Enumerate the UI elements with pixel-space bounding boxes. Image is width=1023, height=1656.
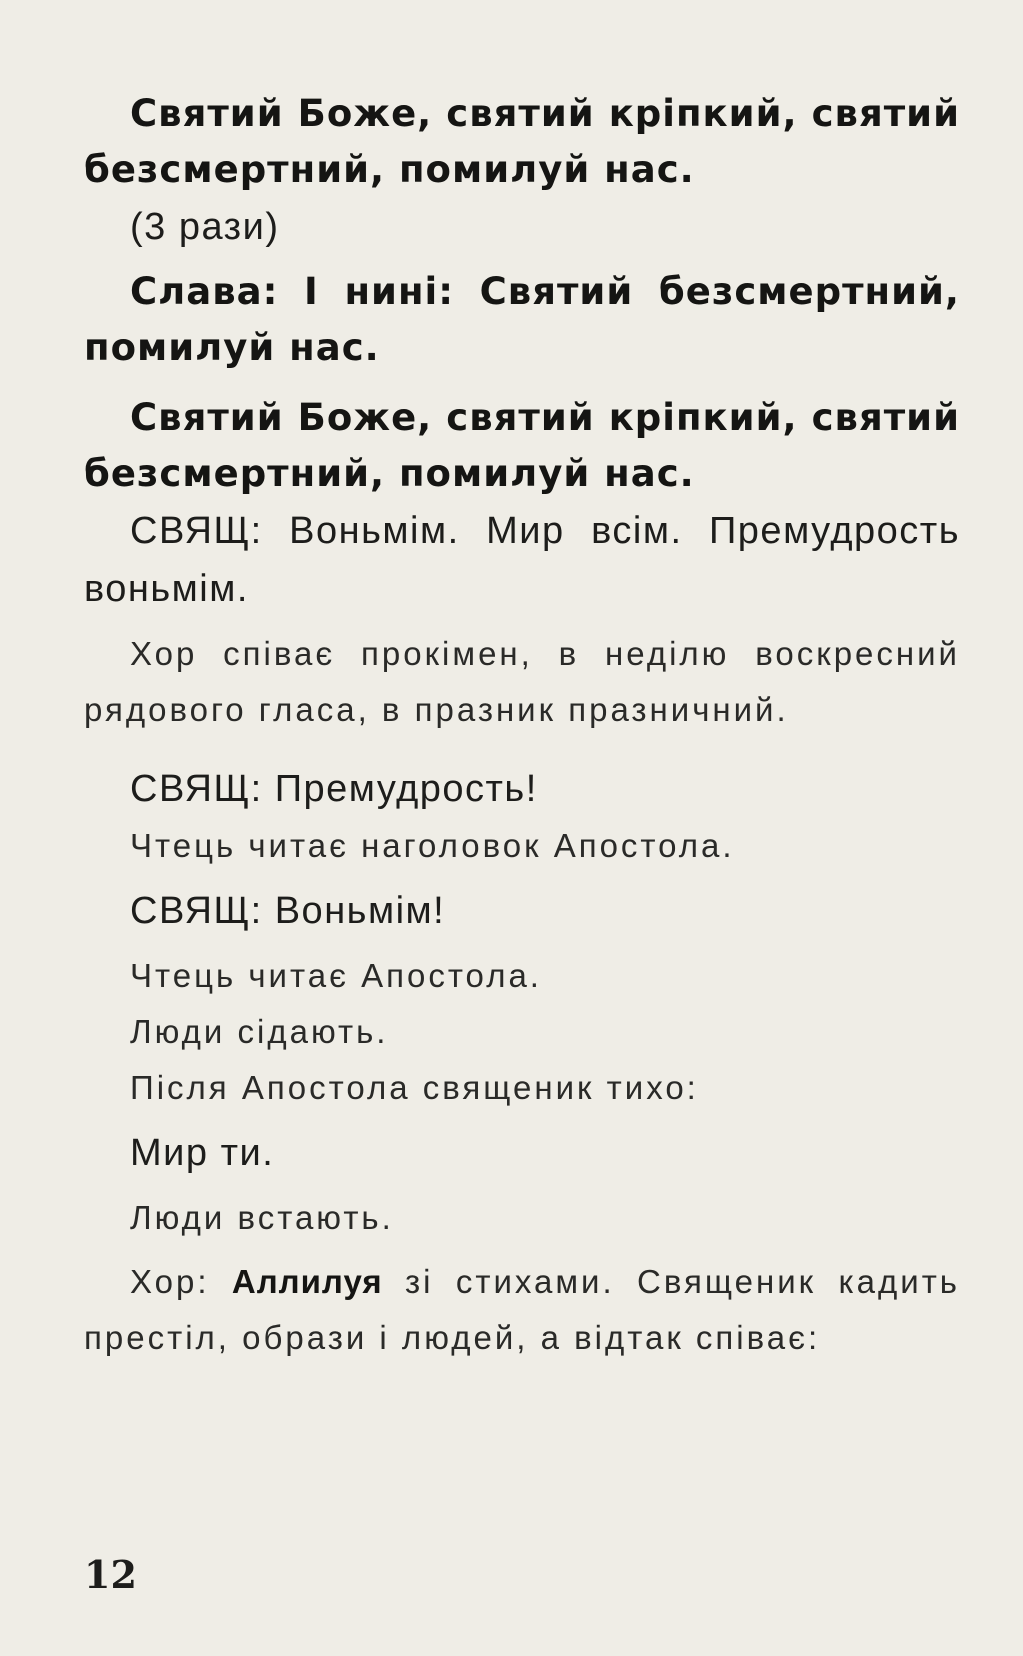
rubric-people-stand: Люди встають.	[130, 1199, 394, 1236]
rubric-reader-title: Чтець читає наголовок Апостола.	[130, 827, 735, 864]
rubric-after-apostle: Після Апостола священик тихо:	[130, 1069, 699, 1106]
rubric-prokeimenon: Хор співає прокімен, в неділю воскресний рядового гласа, в празник празничний.	[84, 635, 960, 728]
priest-line-wisdom: СВЯЩ: Воньмім. Мир всім. Премудрость воньмім.	[84, 510, 960, 610]
rubric-alleluia-post: зі стихами. Священик кадить престіл, образи і людей, а відтак співає:	[84, 1263, 960, 1356]
rubric-people-sit: Люди сідають.	[130, 1013, 389, 1050]
priest-line-premudrost: СВЯЩ: Премудрость!	[130, 768, 538, 810]
prayer-trisagion-1: Святий Боже, святий кріпкий, святий безсмертний, помилуй нас.	[84, 92, 960, 191]
priest-line-vonmim: СВЯЩ: Воньмім!	[130, 890, 446, 932]
prayer-trisagion-2: Святий Боже, святий кріпкий, святий безсмертний, помилуй нас.	[84, 396, 960, 495]
prayer-glory: Слава: І нині: Святий безсмертний, помилуй нас.	[84, 270, 960, 369]
rubric-reader-apostle: Чтець читає Апостола.	[130, 957, 542, 994]
page-number: 12	[84, 1552, 137, 1597]
rubric-alleluia	[84, 1254, 960, 1366]
priest-line-peace: Мир ти.	[130, 1132, 275, 1174]
alleluia-word: Аллилуя	[231, 1263, 383, 1300]
repeat-note: (3 рази)	[130, 206, 280, 248]
rubric-alleluia-pre: Хор:	[130, 1263, 232, 1300]
page-text	[84, 86, 960, 1366]
